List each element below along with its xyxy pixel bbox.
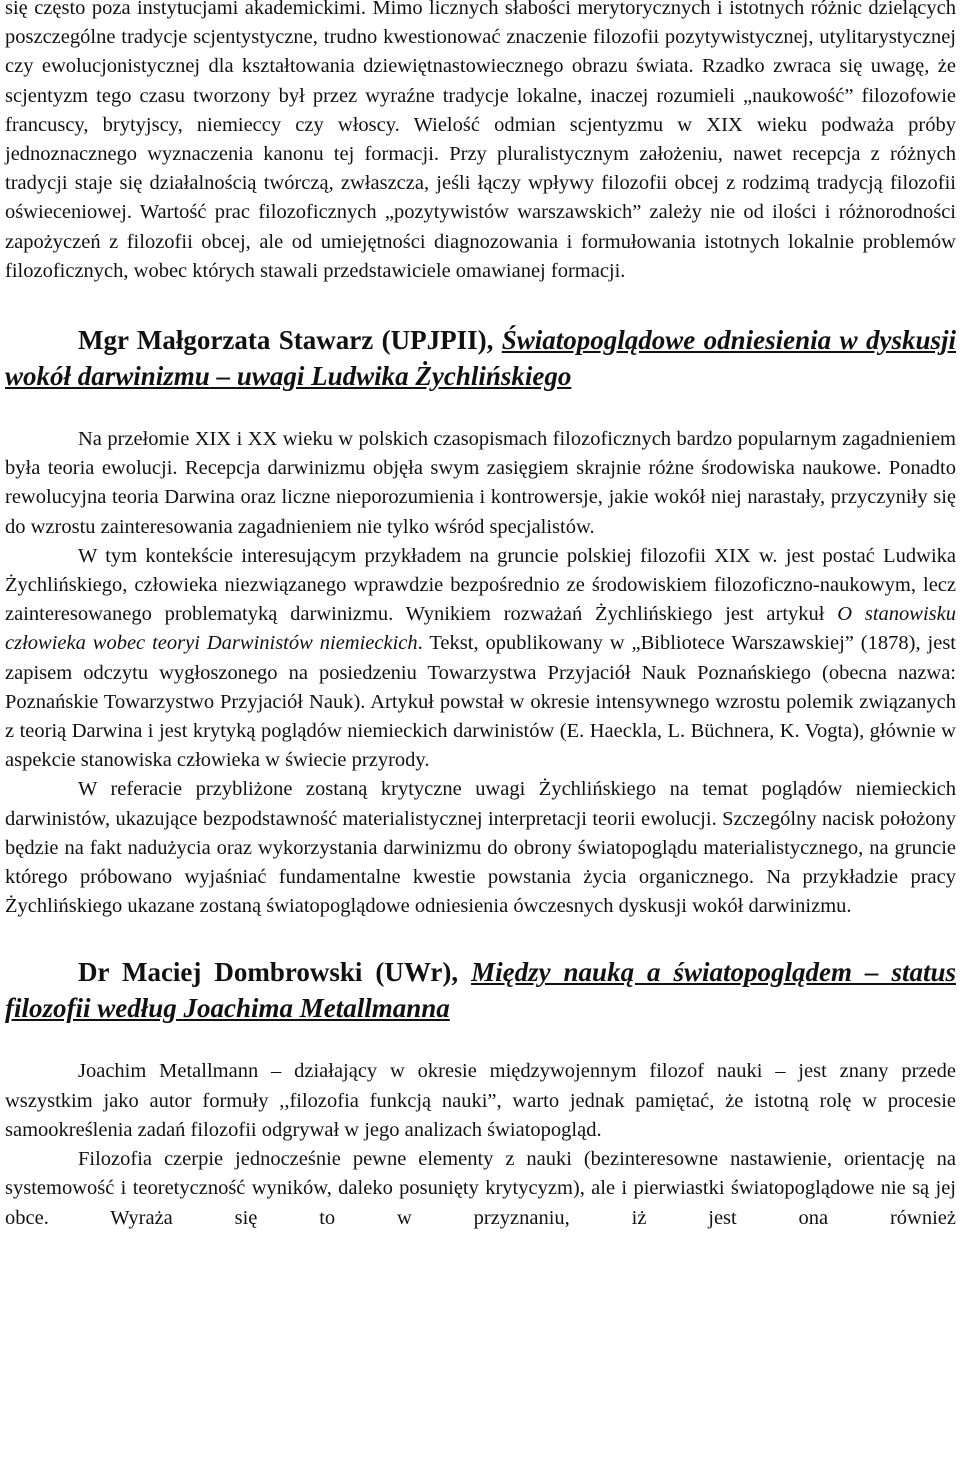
section1-title-part1: Światopoglądowe odniesienia w dyskusji wokół darwinizmu: [5, 325, 956, 392]
section2-paragraph-1: Joachim Metallmann – działający w okresie międzywojennym filozof nauki – jest znany przede wszystkim jako autor formuły ,,filozofia funkcją nauki”, warto jednak pamiętać, że istotną rolę w procesie samookreślenia zadań filozofii odgrywał w jego analizach światopogląd.: [5, 1060, 956, 1141]
section1-author: Mgr Małgorzata Stawarz (UPJPII),: [78, 325, 502, 356]
intro-text-4: Wartość prac filozoficznych „pozytywistów warszawskich” zależy nie od ilości i różnorodności zapożyczeń z filozofii obcej, ale od umiejętności diagnozowania i formułowania istotnych lokalnie problemów filozoficznych, wobec których stawali przedstawiciele omawianej formacji.: [5, 201, 956, 282]
section2-title-part1: Między nauką a światopoglądem: [471, 957, 853, 988]
intro-text-2: Rzadko zwraca się uwagę, że scjentyzm tego czasu tworzony był przez wyraźne tradycje lokalne, inaczej rozumieli „naukowość” filozofowie francuscy, brytyjscy, niemieccy czy włoscy. Wielość odmian scjentyzmu w XIX wieku podważa próby jednoznacznego wyznaczenia kanonu tej formacji.: [5, 55, 956, 166]
intro-paragraph: [5, 0, 956, 286]
intro-text-3: Przy pluralistycznym założeniu, nawet recepcja z różnych tradycji staje się działalnością twórczą, zwłaszcza, jeśli łączy wpływy filozofii obcej z rodzimą tradycją filozofii oświeceniowej.: [5, 143, 956, 224]
section1-p2-article-title: O stanowisku człowieka wobec teoryi Darwinistów niemieckich: [5, 603, 956, 655]
section2-title-dash: –: [852, 957, 892, 988]
section1-title-part2: uwagi Ludwika Żychlińskiego: [236, 361, 572, 392]
section2-paragraph-2: Filozofia czerpie jednocześnie pewne elementy z nauki (bezinteresowne nastawienie, orientację na systemowość i teoretyczność wyników, daleko posunięty krytycyzm), ale i pierwiastki światopoglądowe nie są jej obce. Wyraża się to w przyznaniu, iż jest ona również: [5, 1148, 956, 1229]
section1-p2-text-b: . Tekst, opublikowany w „Bibliotece Warszawskiej” (1878), jest zapisem odczytu wygłoszonego na posiedzeniu Towarzystwa Przyjaciół Nauk Poznańskiego (obecna nazwa: Poznańskie Towarzystwo Przyjaciół Nauk). Artykuł powstał w okresie intensywnego wzrostu polemik związanych z teorią Darwina i jest krytyką poglądów niemieckich darwinistów (E. Haeckla, L. Büchnera, K. Vogta), głównie w aspekcie stanowiska człowieka w świecie przyrody.: [5, 632, 957, 772]
intro-text-1: się często poza instytucjami akademickimi. Mimo licznych słabości merytorycznych i istotnych różnic dzielących poszczególne tradycje scjentystyczne, trudno kwestionować znaczenie filozofii pozytywistycznej, utylitarystycznej czy ewolucjonistycznej dla kształtowania dziewiętnastowiecznego obrazu świata.: [5, 0, 956, 78]
section1-paragraph-3: W referacie przybliżone zostaną krytyczne uwagi Żychlińskiego na temat poglądów niemieckich darwinistów, ukazujące bezpodstawność materialistycznej interpretacji teorii ewolucji. Szczególny nacisk położony będzie na fakt nadużycia oraz wykorzystania darwinizmu do obrony światopoglądu materialistycznego, na gruncie którego próbowano wyjaśniać fundamentalne kwestie powstania życia organicznego. Na przykładzie pracy Żychlińskiego ukazane zostaną światopoglądowe odniesienia ówczesnych dyskusji wokół darwinizmu.: [5, 778, 956, 918]
section2-title-part2: status filozofii według Joachima Metallmanna: [5, 957, 956, 1024]
section1-paragraph-2: [5, 542, 956, 776]
document-page: [5, 0, 956, 1233]
section2-author: Dr Maciej Dombrowski (UWr),: [78, 957, 472, 988]
section1-p2-text-a: W tym kontekście interesującym przykładem na gruncie polskiej filozofii XIX w. jest postać Ludwika Żychlińskiego, człowieka niezwiązanego wprawdzie bezpośrednio ze środowiskiem filozoficzno-naukowym, lecz zainteresowanego problematyką darwinizmu. Wynikiem rozważań Żychlińskiego jest artykuł: [5, 544, 956, 626]
section1-paragraph-1: Na przełomie XIX i XX wieku w polskich czasopismach filozoficznych bardzo popularnym zagadnieniem była teoria ewolucji. Recepcja darwinizmu objęła swym zasięgiem skrajnie różne środowiska naukowe. Ponadto rewolucyjna teoria Darwina oraz liczne nieporozumienia i kontrowersje, jakie wokół niej narastały, przyczyniły się do wzrostu zainteresowania zagadnieniem nie tylko wśród specjalistów.: [5, 428, 956, 538]
section1-title-dash: –: [209, 361, 237, 392]
section-heading-stawarz: [5, 322, 956, 394]
section-heading-dombrowski: [5, 954, 956, 1026]
